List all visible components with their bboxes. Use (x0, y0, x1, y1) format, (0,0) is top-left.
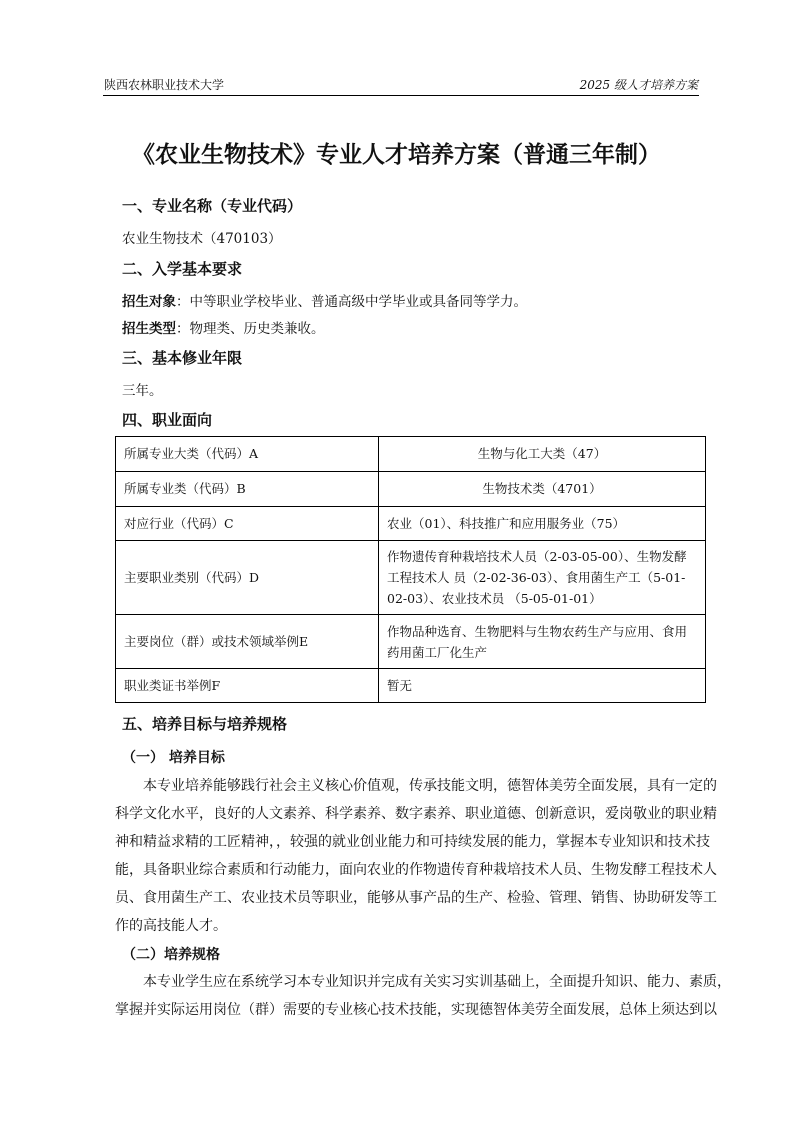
header-rule (103, 95, 699, 96)
paragraph-line: 本专业学生应在系统学习本专业知识并完成有关实习实训基础上，全面提升知识、能力、素质， (115, 974, 731, 990)
row-label: 主要岗位（群）或技术领域举例E (116, 615, 379, 669)
row-value: 生物与化工大类（47） (379, 437, 706, 472)
enrollment-target-text: ：中等职业学校毕业、普通高级中学毕业或具备同等学力。 (176, 294, 527, 310)
enrollment-target-label: 招生对象 (122, 294, 176, 310)
header-institution: 陕西农林职业技术大学 (104, 78, 225, 92)
paragraph-line: 作的高技能人才。 (115, 918, 227, 934)
major-name: 农业生物技术（470103） (122, 231, 282, 247)
row-value: 农业（01）、科技推广和应用服务业（75） (379, 507, 706, 541)
row-value: 作物遗传育种栽培技术人员（2-03-05-00）、生物发酵工程技术人 员（2-02-36-03）、食用菌生产工（5-01-02-03）、农业技术员 （5-05-01-01） (379, 541, 706, 615)
table-row (116, 437, 706, 472)
paragraph-line: 掌握并实际运用岗位（群）需要的专业核心技术技能，实现德智体美劳全面发展，总体上须达到以 (115, 1002, 717, 1018)
paragraph-line: 神和精益求精的工匠精神，，较强的就业创业能力和可持续发展的能力，掌握本专业知识和技术技 (115, 834, 710, 850)
enrollment-target (122, 290, 527, 310)
subsection-training-specs: （二）培养规格 (122, 947, 220, 963)
paragraph-line: 员、食用菌生产工、农业技术员等职业，能够从事产品的生产、检验、管理、销售、协助研发等工 (115, 890, 717, 906)
row-value: 生物技术类（4701） (379, 472, 706, 507)
row-label: 主要职业类别（代码）D (116, 541, 379, 615)
row-label: 所属专业大类（代码）A (116, 437, 379, 472)
enrollment-type (122, 317, 325, 337)
section-4-heading: 四、职业面向 (122, 411, 213, 429)
table-row (116, 507, 706, 541)
section-3-heading: 三、基本修业年限 (122, 349, 243, 367)
section-5-heading: 五、培养目标与培养规格 (122, 715, 288, 733)
table-row (116, 669, 706, 703)
page-title: 《农业生物技术》专业人才培养方案（普通三年制） (132, 141, 661, 168)
row-label: 职业类证书举例F (116, 669, 379, 703)
enrollment-type-text: ：物理类、历史类兼收。 (176, 321, 325, 337)
subsection-training-goals: （一） 培养目标 (122, 750, 225, 766)
section-2-heading: 二、入学基本要求 (122, 260, 243, 278)
header-doc-title: 2025 级人才培养方案 (579, 78, 698, 92)
row-value: 作物品种选育、生物肥料与生物农药生产与应用、食用药用菌工厂化生产 (379, 615, 706, 669)
career-orientation-table (115, 436, 706, 703)
row-label: 所属专业类（代码）B (116, 472, 379, 507)
table-row (116, 472, 706, 507)
study-duration: 三年。 (122, 383, 163, 399)
row-label: 对应行业（代码）C (116, 507, 379, 541)
paragraph-line: 科学文化水平，良好的人文素养、科学素养、数字素养、职业道德、创新意识，爱岗敬业的职业精 (115, 806, 717, 822)
paragraph-line: 能，具备职业综合素质和行动能力，面向农业的作物遗传育种栽培技术人员、生物发酵工程技术人 (115, 862, 717, 878)
row-value: 暂无 (379, 669, 706, 703)
enrollment-type-label: 招生类型 (122, 321, 176, 337)
table-row (116, 541, 706, 615)
paragraph-line: 本专业培养能够践行社会主义核心价值观，传承技能文明，德智体美劳全面发展，具有一定的 (115, 778, 717, 794)
section-1-heading: 一、专业名称（专业代码） (122, 197, 303, 215)
table-row (116, 615, 706, 669)
